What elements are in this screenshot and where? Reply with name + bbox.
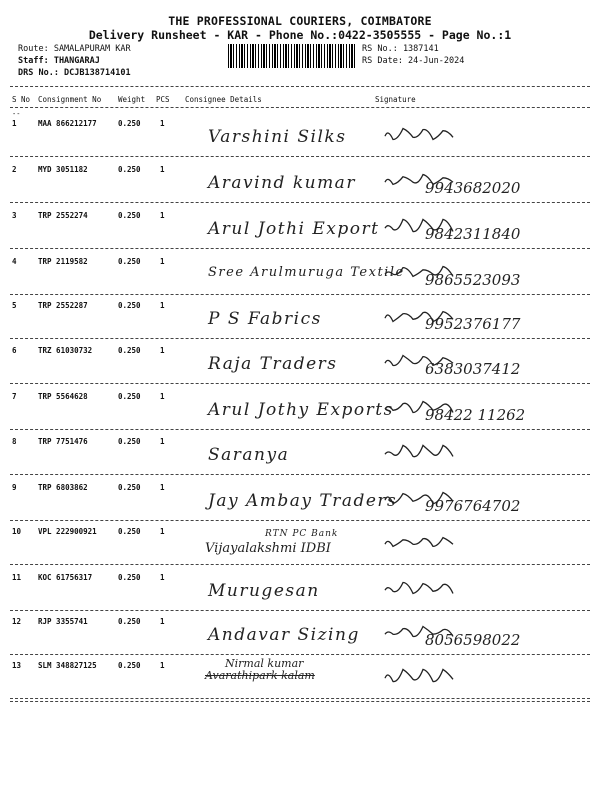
row-weight: 0.250	[118, 437, 141, 446]
row-sno: 11	[12, 573, 22, 582]
signature-scribble	[383, 305, 453, 327]
row-divider	[10, 202, 590, 203]
signature-scribble	[383, 441, 453, 463]
header-divider-bottom	[10, 107, 590, 108]
row-consignment-no: SLM 348827125	[38, 661, 97, 670]
row-consignee: Andavar Sizing	[208, 625, 360, 645]
row-consignee: Varshini Silks	[208, 127, 347, 147]
header-dash-mark: --	[12, 110, 21, 118]
row-consignee: Raja Traders	[208, 354, 338, 374]
rs-date: RS Date: 24-Jun-2024	[362, 56, 465, 66]
row-weight: 0.250	[118, 661, 141, 670]
row-divider	[10, 520, 590, 521]
row-consignee: Saranya	[208, 445, 290, 465]
col-sno-header: S No	[12, 95, 31, 104]
row-divider	[10, 654, 590, 655]
row-pcs: 1	[160, 211, 165, 220]
row-consignee: Murugesan	[208, 581, 320, 601]
row-signature-phone: 9976764702	[425, 497, 521, 515]
signature-scribble	[383, 169, 453, 191]
row-consignment-no: RJP 3355741	[38, 617, 88, 626]
row-weight: 0.250	[118, 527, 141, 536]
row-consignee: Arul Jothy Exports	[208, 400, 394, 420]
row-consignment-no: TRZ 61030732	[38, 346, 93, 355]
row-divider	[10, 338, 590, 339]
row-consignment-no: TRP 7751476	[38, 437, 88, 446]
signature-scribble	[383, 261, 453, 283]
row-consignment-no: MAA 866212177	[38, 119, 97, 128]
row-consignee: Sree Arulmuruga Textile	[208, 265, 405, 280]
barcode	[228, 44, 356, 68]
signature-scribble	[383, 665, 453, 687]
route-label: Route: SAMALAPURAM KAR	[18, 44, 131, 54]
row-consignment-no: TRP 2552287	[38, 301, 88, 310]
rs-number: RS No.: 1387141	[362, 44, 439, 54]
row-consignee: Nirmal kumar	[225, 657, 304, 670]
signature-scribble	[383, 350, 453, 372]
row-divider	[10, 294, 590, 295]
route-info	[18, 43, 131, 79]
row-sno: 6	[12, 346, 17, 355]
col-signature-header: Signature	[375, 95, 416, 104]
col-consignee-header: Consignee Details	[185, 95, 262, 104]
row-consignment-no: MYD 3051182	[38, 165, 88, 174]
row-weight: 0.250	[118, 617, 141, 626]
row-consignee: Arul Jothi Export	[208, 219, 380, 239]
signature-scribble	[383, 396, 453, 418]
row-sno: 12	[12, 617, 22, 626]
col-consignment-header: Consignment No	[38, 95, 102, 104]
table-bottom-divider	[10, 701, 590, 702]
row-signature-phone: 9865523093	[425, 271, 521, 289]
row-signature-phone: 9943682020	[425, 179, 521, 197]
row-signature-phone: 6383037412	[425, 360, 521, 378]
row-pcs: 1	[160, 573, 165, 582]
signature-scribble	[383, 577, 453, 599]
row-pcs: 1	[160, 165, 165, 174]
row-signature-phone: 9842311840	[425, 225, 521, 243]
col-pcs-header: PCS	[156, 95, 170, 104]
row-pcs: 1	[160, 527, 165, 536]
row-weight: 0.250	[118, 165, 141, 174]
row-pcs: 1	[160, 119, 165, 128]
signature-scribble	[383, 123, 453, 145]
row-consignment-no: KOC 61756317	[38, 573, 93, 582]
signature-scribble	[383, 621, 453, 643]
row-sno: 5	[12, 301, 17, 310]
row-consignment-no: TRP 2552274	[38, 211, 88, 220]
row-signature-phone: 98422 11262	[425, 406, 526, 424]
row-sno: 7	[12, 392, 17, 401]
row-divider	[10, 564, 590, 565]
row-divider	[10, 610, 590, 611]
row-consignee: Aravind kumar	[208, 173, 356, 193]
row-sno: 8	[12, 437, 17, 446]
row-pcs: 1	[160, 257, 165, 266]
row-divider	[10, 248, 590, 249]
row-divider	[10, 156, 590, 157]
row-sno: 9	[12, 483, 17, 492]
row-sno: 3	[12, 211, 17, 220]
row-weight: 0.250	[118, 257, 141, 266]
row-pcs: 1	[160, 392, 165, 401]
runsheet-info	[362, 43, 464, 67]
header-divider-top	[10, 86, 590, 87]
row-weight: 0.250	[118, 346, 141, 355]
row-divider	[10, 698, 590, 699]
row-sno: 2	[12, 165, 17, 174]
row-divider	[10, 429, 590, 430]
drs-label: DRS No.: DCJB138714101	[18, 68, 131, 78]
page-subtitle: Delivery Runsheet - KAR - Phone No.:0422-3505555 - Page No.:1	[88, 28, 512, 42]
signature-scribble	[383, 531, 453, 553]
row-weight: 0.250	[118, 392, 141, 401]
row-pcs: 1	[160, 437, 165, 446]
col-weight-header: Weight	[118, 95, 146, 104]
row-weight: 0.250	[118, 301, 141, 310]
row-consignment-no: VPL 222900921	[38, 527, 97, 536]
signature-scribble	[383, 215, 453, 237]
staff-label: Staff: THANGARAJ	[18, 56, 100, 66]
row-divider	[10, 474, 590, 475]
row-consignee: P S Fabrics	[208, 309, 322, 329]
signature-scribble	[383, 487, 453, 509]
row-consignee-extra: Avarathipark kalam	[205, 669, 315, 682]
row-consignment-no: TRP 2119582	[38, 257, 88, 266]
row-sno: 4	[12, 257, 17, 266]
row-pcs: 1	[160, 661, 165, 670]
row-consignee-bank: RTN PC Bank	[265, 529, 339, 539]
row-sno: 1	[12, 119, 17, 128]
row-signature-phone: 9952376177	[425, 315, 521, 333]
row-divider	[10, 383, 590, 384]
row-weight: 0.250	[118, 119, 141, 128]
row-consignee: Vijayalakshmi IDBI	[205, 541, 331, 556]
row-weight: 0.250	[118, 573, 141, 582]
page-title: THE PROFESSIONAL COURIERS, COIMBATORE	[168, 14, 432, 28]
row-weight: 0.250	[118, 483, 141, 492]
row-sno: 13	[12, 661, 22, 670]
row-consignee: Jay Ambay Traders	[208, 491, 398, 511]
row-sno: 10	[12, 527, 22, 536]
row-weight: 0.250	[118, 211, 141, 220]
row-pcs: 1	[160, 301, 165, 310]
row-pcs: 1	[160, 483, 165, 492]
row-signature-phone: 8056598022	[425, 631, 521, 649]
row-consignment-no: TRP 6803862	[38, 483, 88, 492]
row-pcs: 1	[160, 617, 165, 626]
row-pcs: 1	[160, 346, 165, 355]
row-consignment-no: TRP 5564628	[38, 392, 88, 401]
